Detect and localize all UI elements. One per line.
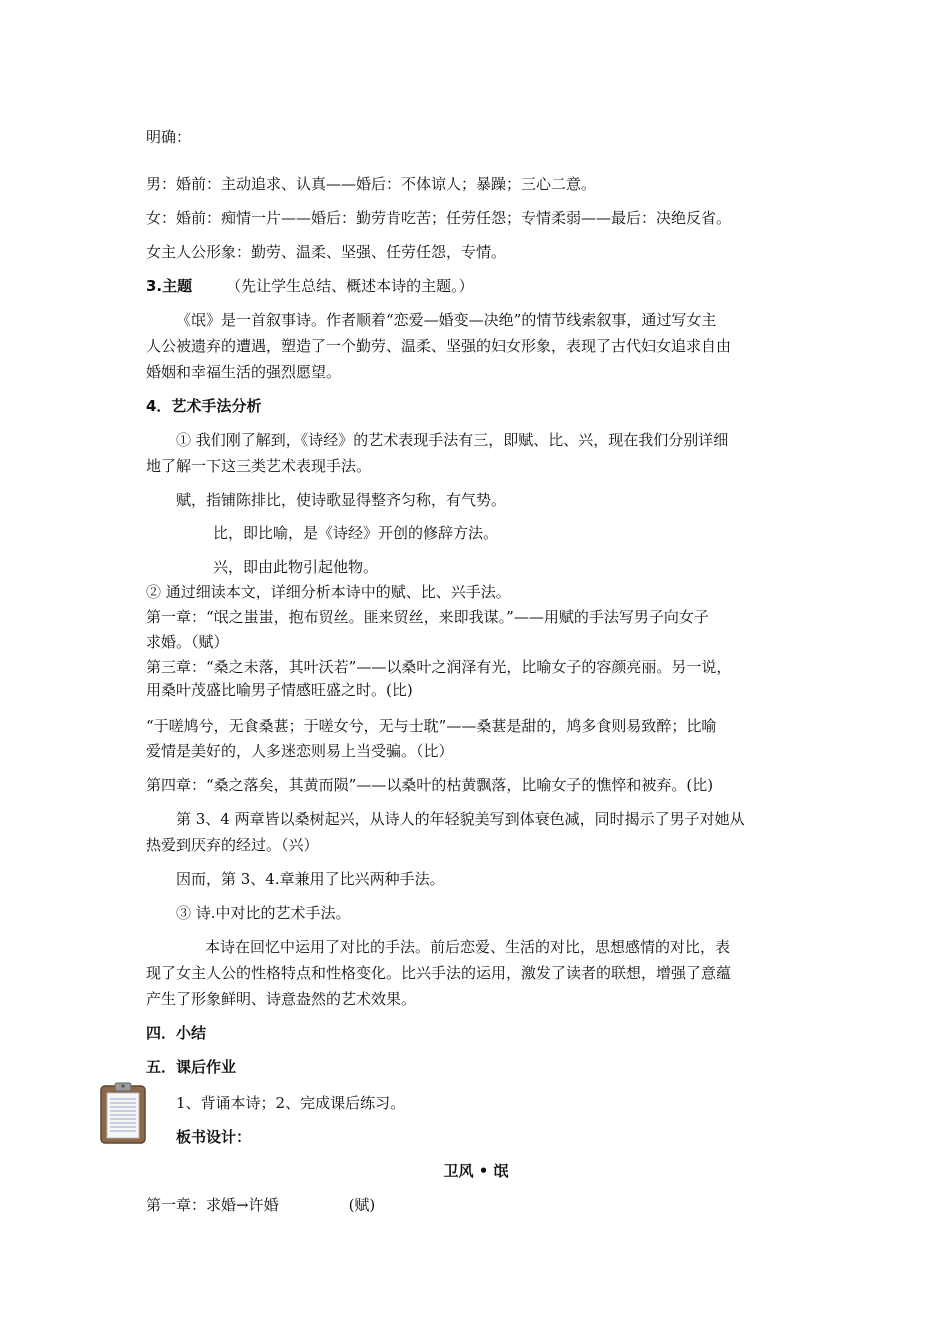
text-line: “于嗟鸠兮，无食桑葚；于嗟女兮，无与士耽”——桑葚是甜的，鸠多食则易致醉；比喻 — [146, 717, 717, 735]
text-line: ② 通过细读本文，详细分析本诗中的赋、比、兴手法。 — [146, 583, 511, 601]
text-line: 女主人公形象：勤劳、温柔、坚强、任劳任怨，专情。 — [146, 243, 507, 261]
board-row — [146, 1195, 375, 1215]
text-line: 热爱到厌弃的经过。（兴） — [146, 836, 319, 854]
clipboard-icon — [100, 1082, 146, 1144]
section-heading-board: 板书设计： — [176, 1128, 252, 1146]
text-line: 第三章：“桑之未落，其叶沃若”——以桑叶之润泽有光，比喻女子的容颜亮丽。另一说， — [146, 658, 732, 676]
text-line: 女：婚前：痴情一片——婚后：勤劳肯吃苦；任劳任怨；专情柔弱——最后：决绝反省。 — [146, 209, 732, 227]
section-heading-theme — [146, 276, 474, 296]
section-heading-summary: 四．小结 — [146, 1024, 207, 1042]
text-line: ③ 诗.中对比的艺术手法。 — [176, 904, 351, 922]
text-line: 因而，第 3、4.章兼用了比兴两种手法。 — [176, 870, 445, 888]
board-title: 卫风 • 氓 — [443, 1162, 509, 1180]
text-line: 赋，指铺陈排比，使诗歌显得整齐匀称，有气势。 — [176, 491, 507, 509]
text-line: 求婚。（赋） — [146, 633, 229, 651]
heading-label: 3.主题 — [146, 277, 193, 295]
text-line: 比，即比喻，是《诗经》开创的修辞方法。 — [213, 524, 499, 542]
text-line: 地了解一下这三类艺术表现手法。 — [146, 457, 372, 475]
text-line: ① 我们刚了解到，《诗经》的艺术表现手法有三，即赋、比、兴，现在我们分别详细 — [176, 431, 729, 449]
text-line: 兴，即由此物引起他物。 — [213, 558, 379, 576]
text-line: 爱情是美好的，人多迷恋则易上当受骗。（比） — [146, 742, 454, 760]
section-heading-art: 4．艺术手法分析 — [146, 397, 262, 415]
text-line: 第四章：“桑之落矣，其黄而陨”——以桑叶的枯黄飘落，比喻女子的憔悴和被弃。(比) — [146, 776, 714, 794]
text-line: 本诗在回忆中运用了对比的手法。前后恋爱、生活的对比，思想感情的对比，表 — [205, 938, 731, 956]
text-line: 用桑叶茂盛比喻男子情感旺盛之时。(比) — [146, 681, 413, 699]
text-line: 产生了形象鲜明、诗意盎然的艺术效果。 — [146, 990, 417, 1008]
section-heading-homework: 五．课后作业 — [146, 1058, 237, 1076]
text-line: 《氓》是一首叙事诗。作者顺着“恋爱—婚变—决绝”的情节线索叙事，通过写女主 — [176, 311, 717, 329]
text-line: 人公被遗弃的遭遇，塑造了一个勤劳、温柔、坚强的妇女形象，表现了古代妇女追求自由 — [146, 337, 732, 355]
text-line: 第一章：“氓之蚩蚩，抱布贸丝。匪来贸丝，来即我谋。”——用赋的手法写男子向女子 — [146, 608, 709, 626]
heading-note: （先让学生总结、概述本诗的主题。） — [226, 277, 474, 295]
text-line: 现了女主人公的性格特点和性格变化。比兴手法的运用，激发了读者的联想，增强了意蕴 — [146, 964, 732, 982]
board-row-label: 第一章：求婚→许婚 — [146, 1196, 279, 1214]
text-line: 明确： — [146, 128, 192, 146]
text-line: 婚姻和幸福生活的强烈愿望。 — [146, 363, 342, 381]
text-line: 男：婚前：主动追求、认真——婚后：不体谅人；暴躁；三心二意。 — [146, 175, 597, 193]
text-line: 1、背诵本诗；2、完成课后练习。 — [176, 1094, 406, 1112]
text-line: 第 3、4 两章皆以桑树起兴，从诗人的年轻貌美写到体衰色减，同时揭示了男子对她从 — [176, 810, 745, 828]
board-row-tag: (赋) — [348, 1196, 376, 1214]
